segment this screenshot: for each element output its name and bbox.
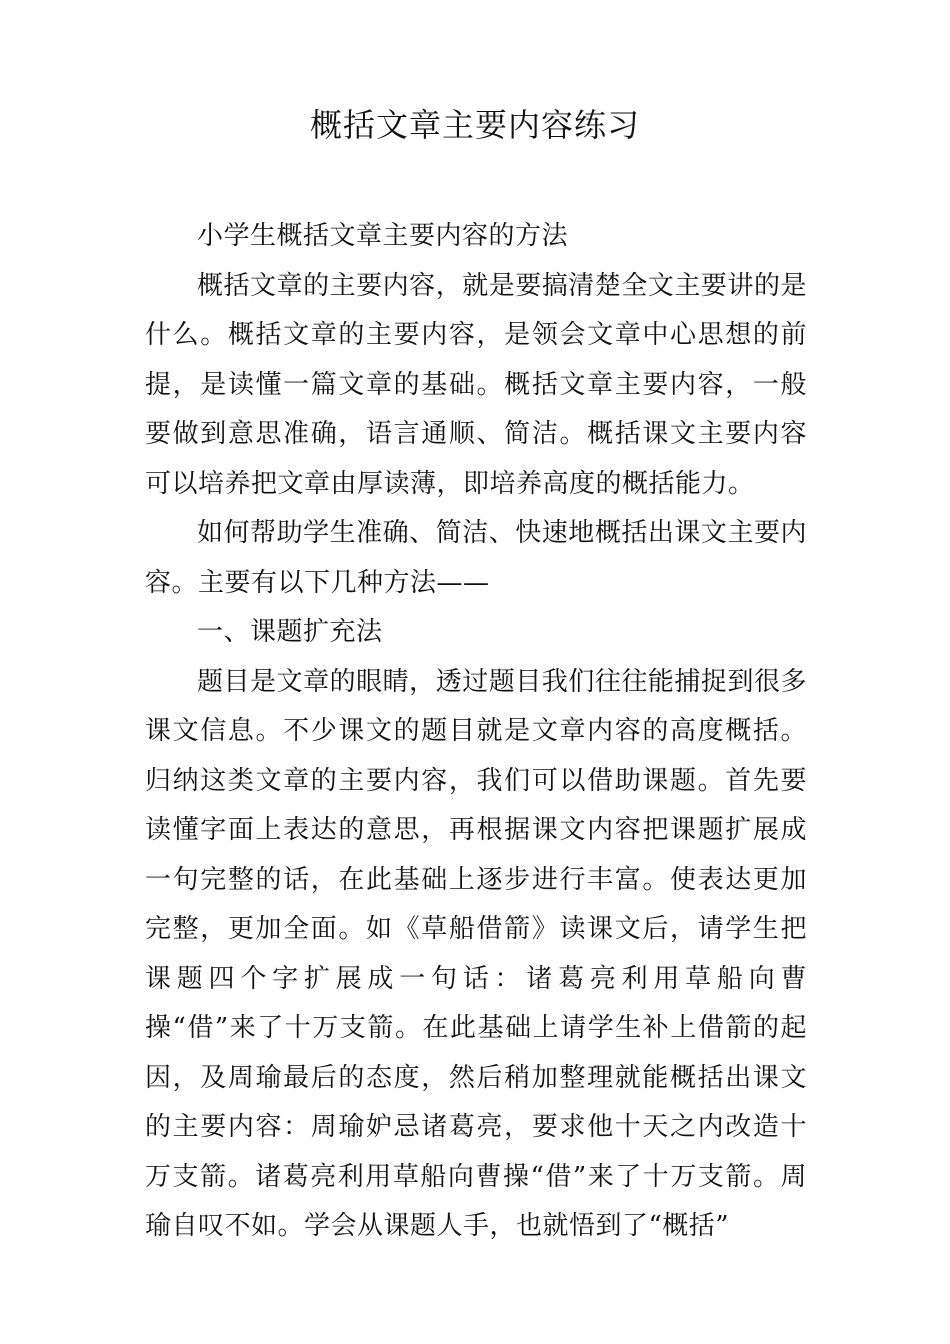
method-heading: 一、课题扩充法 <box>197 617 383 647</box>
document-body <box>145 212 807 1252</box>
paragraph: 题目是文章的眼睛，透过题目我们往往能捕捉到很多课文信息。不少课文的题目就是文章内容的高度概括。归纳这类文章的主要内容，我们可以借助课题。首先要读懂字面上表达的意思，再根据课文内容把课题扩展成一句完整的话，在此基础上逐步进行丰富。使表达更加完整，更加全面。如《草船借箭》读课文后，请学生把课题四个字扩展成一句话：诸葛亮利用草船向曹操“借”来了十万支箭。在此基础上请学生补上借箭的起因，及周瑜最后的态度，然后稍加整理就能概括出课文的主要内容：周瑜妒忌诸葛亮，要求他十天之内改造十万支箭。诸葛亮利用草船向曹操“借”来了十万支箭。周瑜自叹不如。学会从课题人手，也就悟到了“概括” <box>145 666 807 1241</box>
paragraph: 概括文章的主要内容，就是要搞清楚全文主要讲的是什么。概括文章的主要内容，是领会文章中心思想的前提，是读懂一篇文章的基础。概括文章主要内容，一般要做到意思准确，语言通顺、简洁。概括课文主要内容可以培养把文章由厚读薄，即培养高度的概括能力。 <box>145 270 807 499</box>
document-title: 概括文章主要内容练习 <box>309 106 640 144</box>
paragraph: 如何帮助学生准确、简洁、快速地概括出课文主要内容。主要有以下几种方法—— <box>145 518 807 598</box>
section-heading: 小学生概括文章主要内容的方法 <box>197 221 569 251</box>
